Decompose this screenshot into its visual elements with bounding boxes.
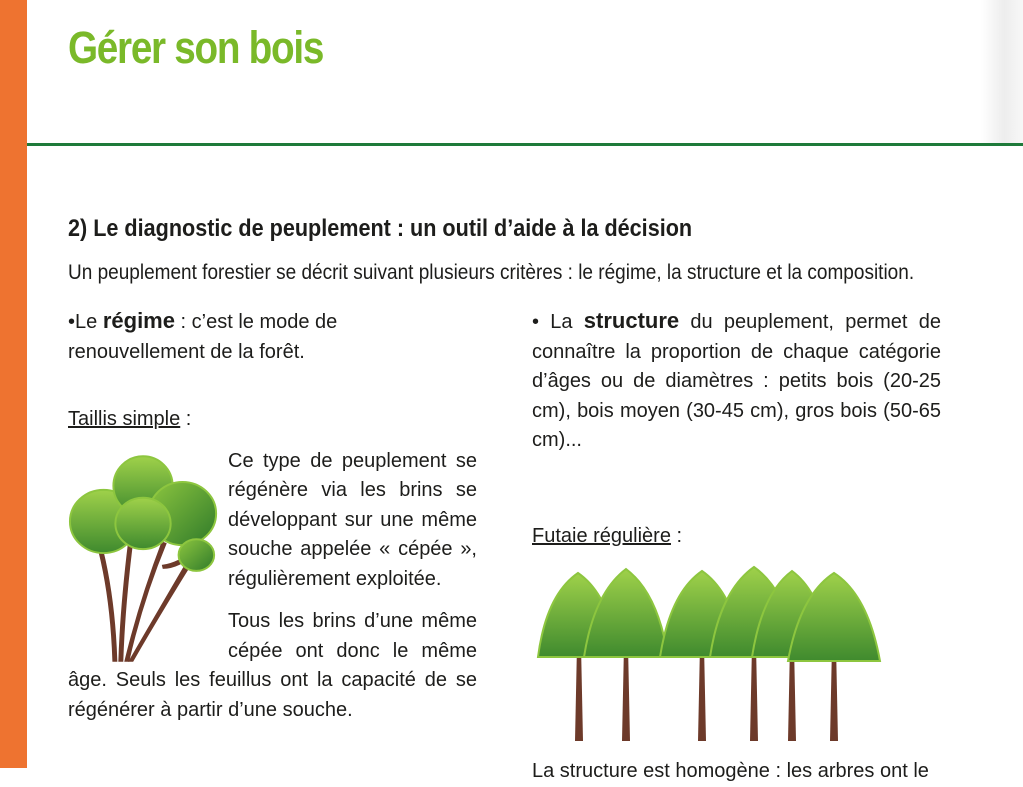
bullet: • (532, 311, 540, 333)
taillis-paragraph-2: Tous les brins d’une même cépée ont donc le même âge. Seuls les feuillus ont la capacité de se régénérer à partir d’une souche. (68, 610, 477, 721)
bullet: • (68, 311, 76, 333)
structure-term: structure (583, 308, 680, 333)
right-column (532, 306, 941, 787)
header-corner-shade (981, 0, 1023, 145)
intro-paragraph: Un peuplement forestier se décrit suivant plusieurs critères : le régime, la structure et la composition. (68, 261, 915, 284)
section-heading: 2) Le diagnostic de peuplement : un outil d’aide à la décision (68, 215, 693, 242)
futaie-subtitle: Futaie régulière (532, 524, 671, 547)
even-aged-forest-icon (530, 565, 890, 745)
structure-definition: • La structure du peuplement, permet de connaître la proportion de chaque catégorie d’âges ou de diamètres : petits bois (20-25 cm), bois moyen (30-45 cm), gros bois (50-65 cm)... (532, 308, 941, 451)
page-title: Gérer son bois (68, 22, 324, 73)
taillis-paragraph-1: Ce type de peuplement se régénère via les brins se développant sur une même souche appelée « cépée », régulièrement exploitée. (228, 449, 477, 590)
futaie-subtitle-line: Futaie régulière : (532, 524, 683, 547)
left-column (68, 306, 477, 725)
taillis-subtitle-line: Taillis simple : (68, 408, 192, 430)
structure-bottom-text: La structure est homogène : les arbres ont le (532, 760, 929, 782)
taillis-block (68, 447, 477, 726)
coppice-tree-icon (66, 451, 224, 665)
header-divider (27, 143, 1023, 146)
orange-side-band (0, 0, 27, 768)
regime-term: régime (102, 308, 175, 333)
regime-definition: •Le régime : c’est le mode de renouvellement de la forêt. (68, 308, 338, 363)
taillis-subtitle: Taillis simple (68, 408, 181, 430)
